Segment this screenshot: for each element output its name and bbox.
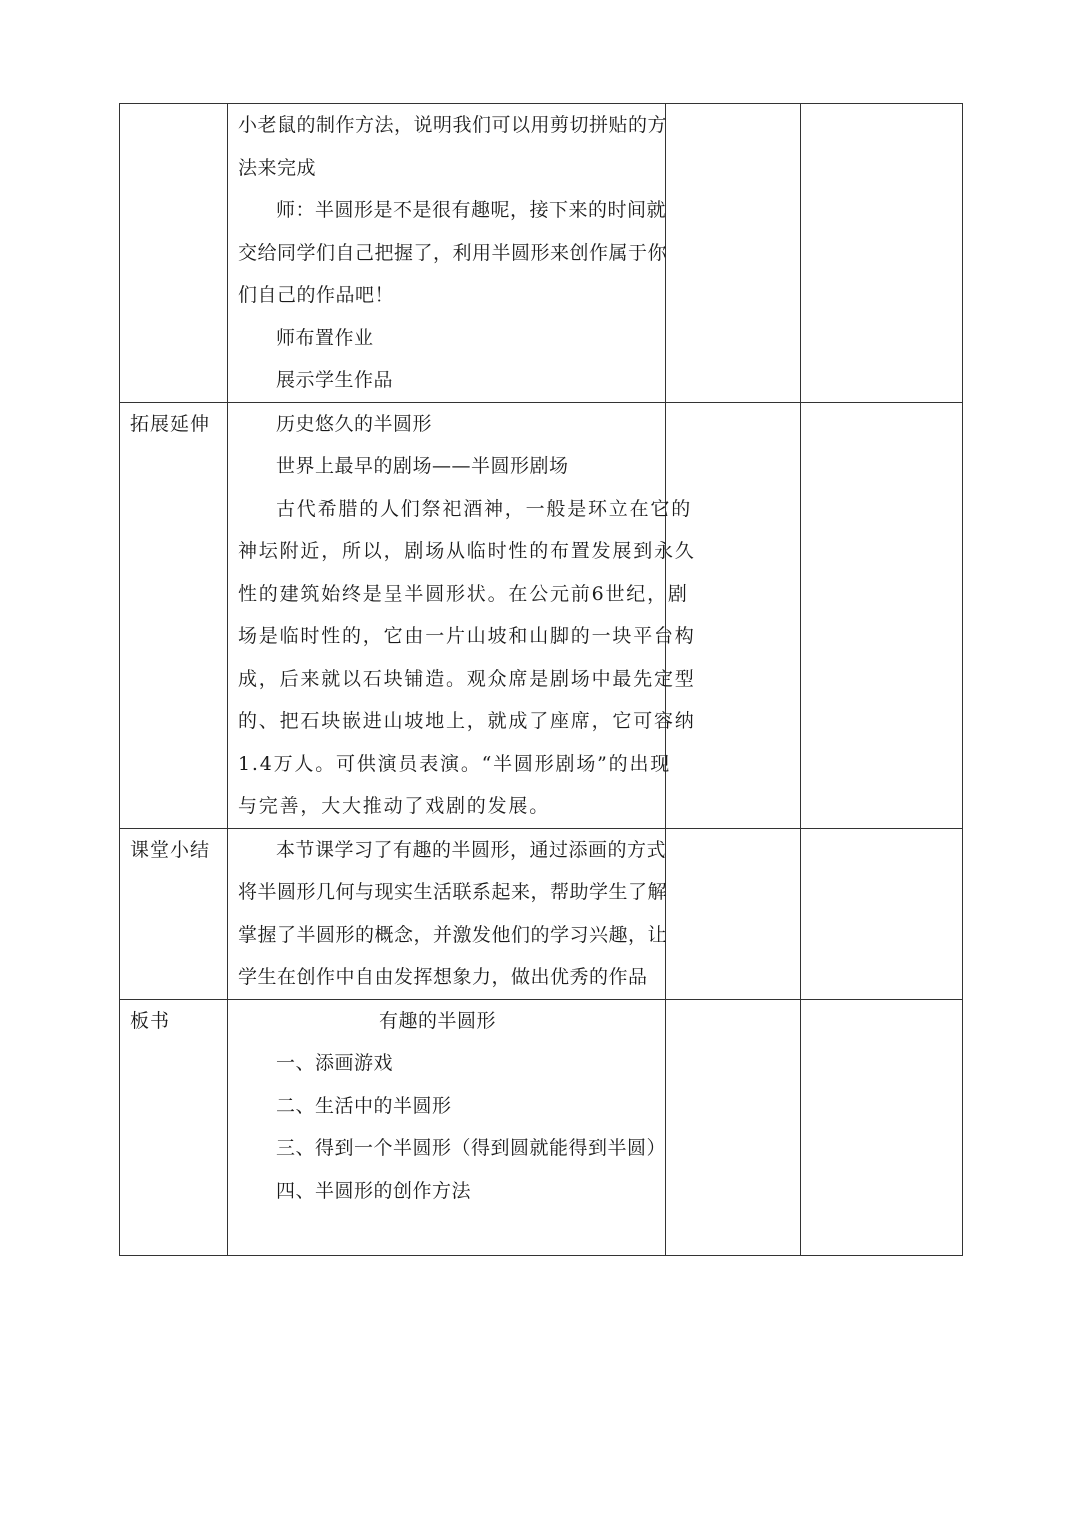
row-label-extension: 拓展延伸	[130, 412, 211, 435]
blackboard-title: 有趣的半圆形	[378, 1009, 496, 1032]
empty-cell	[666, 828, 801, 999]
text-line: 古代希腊的人们祭祀酒神，一般是环立在它的	[276, 497, 693, 520]
row-label-cell	[120, 402, 228, 828]
text-line: 将半圆形几何与现实生活联系起来，帮助学生了解	[238, 881, 668, 903]
row-label-blackboard: 板书	[130, 1009, 171, 1032]
row-label-cell	[120, 999, 228, 1255]
empty-cell	[801, 104, 963, 403]
content-cell	[228, 828, 666, 999]
text-line: 二、生活中的半圆形	[276, 1094, 452, 1117]
empty-cell	[801, 828, 963, 999]
text-line: 学生在创作中自由发挥想象力，做出优秀的作品	[238, 966, 648, 988]
text-line: 与完善，大大推动了戏剧的发展。	[238, 795, 551, 817]
table-row	[120, 999, 963, 1255]
text-line: 性的建筑始终是呈半圆形状。在公元前6世纪，剧	[238, 582, 689, 605]
table-row	[120, 104, 963, 403]
text-line: 世界上最早的剧场——半圆形剧场	[276, 455, 569, 477]
text-line: 师布置作业	[276, 326, 374, 349]
text-line: 四、半圆形的创作方法	[276, 1179, 472, 1202]
text-line: 法来完成	[238, 156, 317, 179]
empty-cell	[666, 104, 801, 403]
row-label-summary: 课堂小结	[130, 838, 211, 861]
lesson-plan-table	[119, 103, 963, 1256]
text-line: 交给同学们自己把握了，利用半圆形来创作属于你	[238, 241, 668, 264]
text-line: 三、得到一个半圆形（得到圆就能得到半圆）	[276, 1137, 667, 1159]
text-line: 们自己的作品吧！	[238, 284, 395, 306]
content-cell	[228, 402, 696, 828]
text-line: 的、把石块嵌进山坡地上，就成了座席，它可容纳	[238, 710, 696, 732]
text-line: 一、添画游戏	[276, 1052, 394, 1074]
table-row	[120, 828, 963, 999]
text-line: 1.4万人。可供演员表演。“半圆形剧场”的出现	[238, 752, 672, 775]
text-line: 师：半圆形是不是很有趣呢，接下来的时间就	[276, 199, 667, 221]
row-label-cell	[120, 104, 228, 403]
empty-cell	[801, 999, 963, 1255]
text-line: 成，后来就以石块铺造。观众席是剧场中最先定型	[238, 667, 696, 690]
text-line: 本节课学习了有趣的半圆形，通过添画的方式	[276, 838, 667, 861]
text-line: 展示学生作品	[276, 369, 394, 391]
empty-cell	[801, 402, 963, 828]
table-row	[120, 402, 963, 828]
text-line: 小老鼠的制作方法，说明我们可以用剪切拼贴的方	[238, 114, 668, 136]
empty-cell	[666, 402, 801, 828]
row-label-cell	[120, 828, 228, 999]
text-line: 历史悠久的半圆形	[276, 412, 433, 435]
empty-cell	[666, 999, 801, 1255]
content-cell	[228, 104, 666, 403]
text-line: 掌握了半圆形的概念，并激发他们的学习兴趣，让	[238, 923, 668, 946]
content-cell	[228, 999, 666, 1255]
text-line: 场是临时性的，它由一片山坡和山脚的一块平台构	[238, 625, 696, 647]
text-line: 神坛附近，所以，剧场从临时性的布置发展到永久	[238, 540, 696, 562]
